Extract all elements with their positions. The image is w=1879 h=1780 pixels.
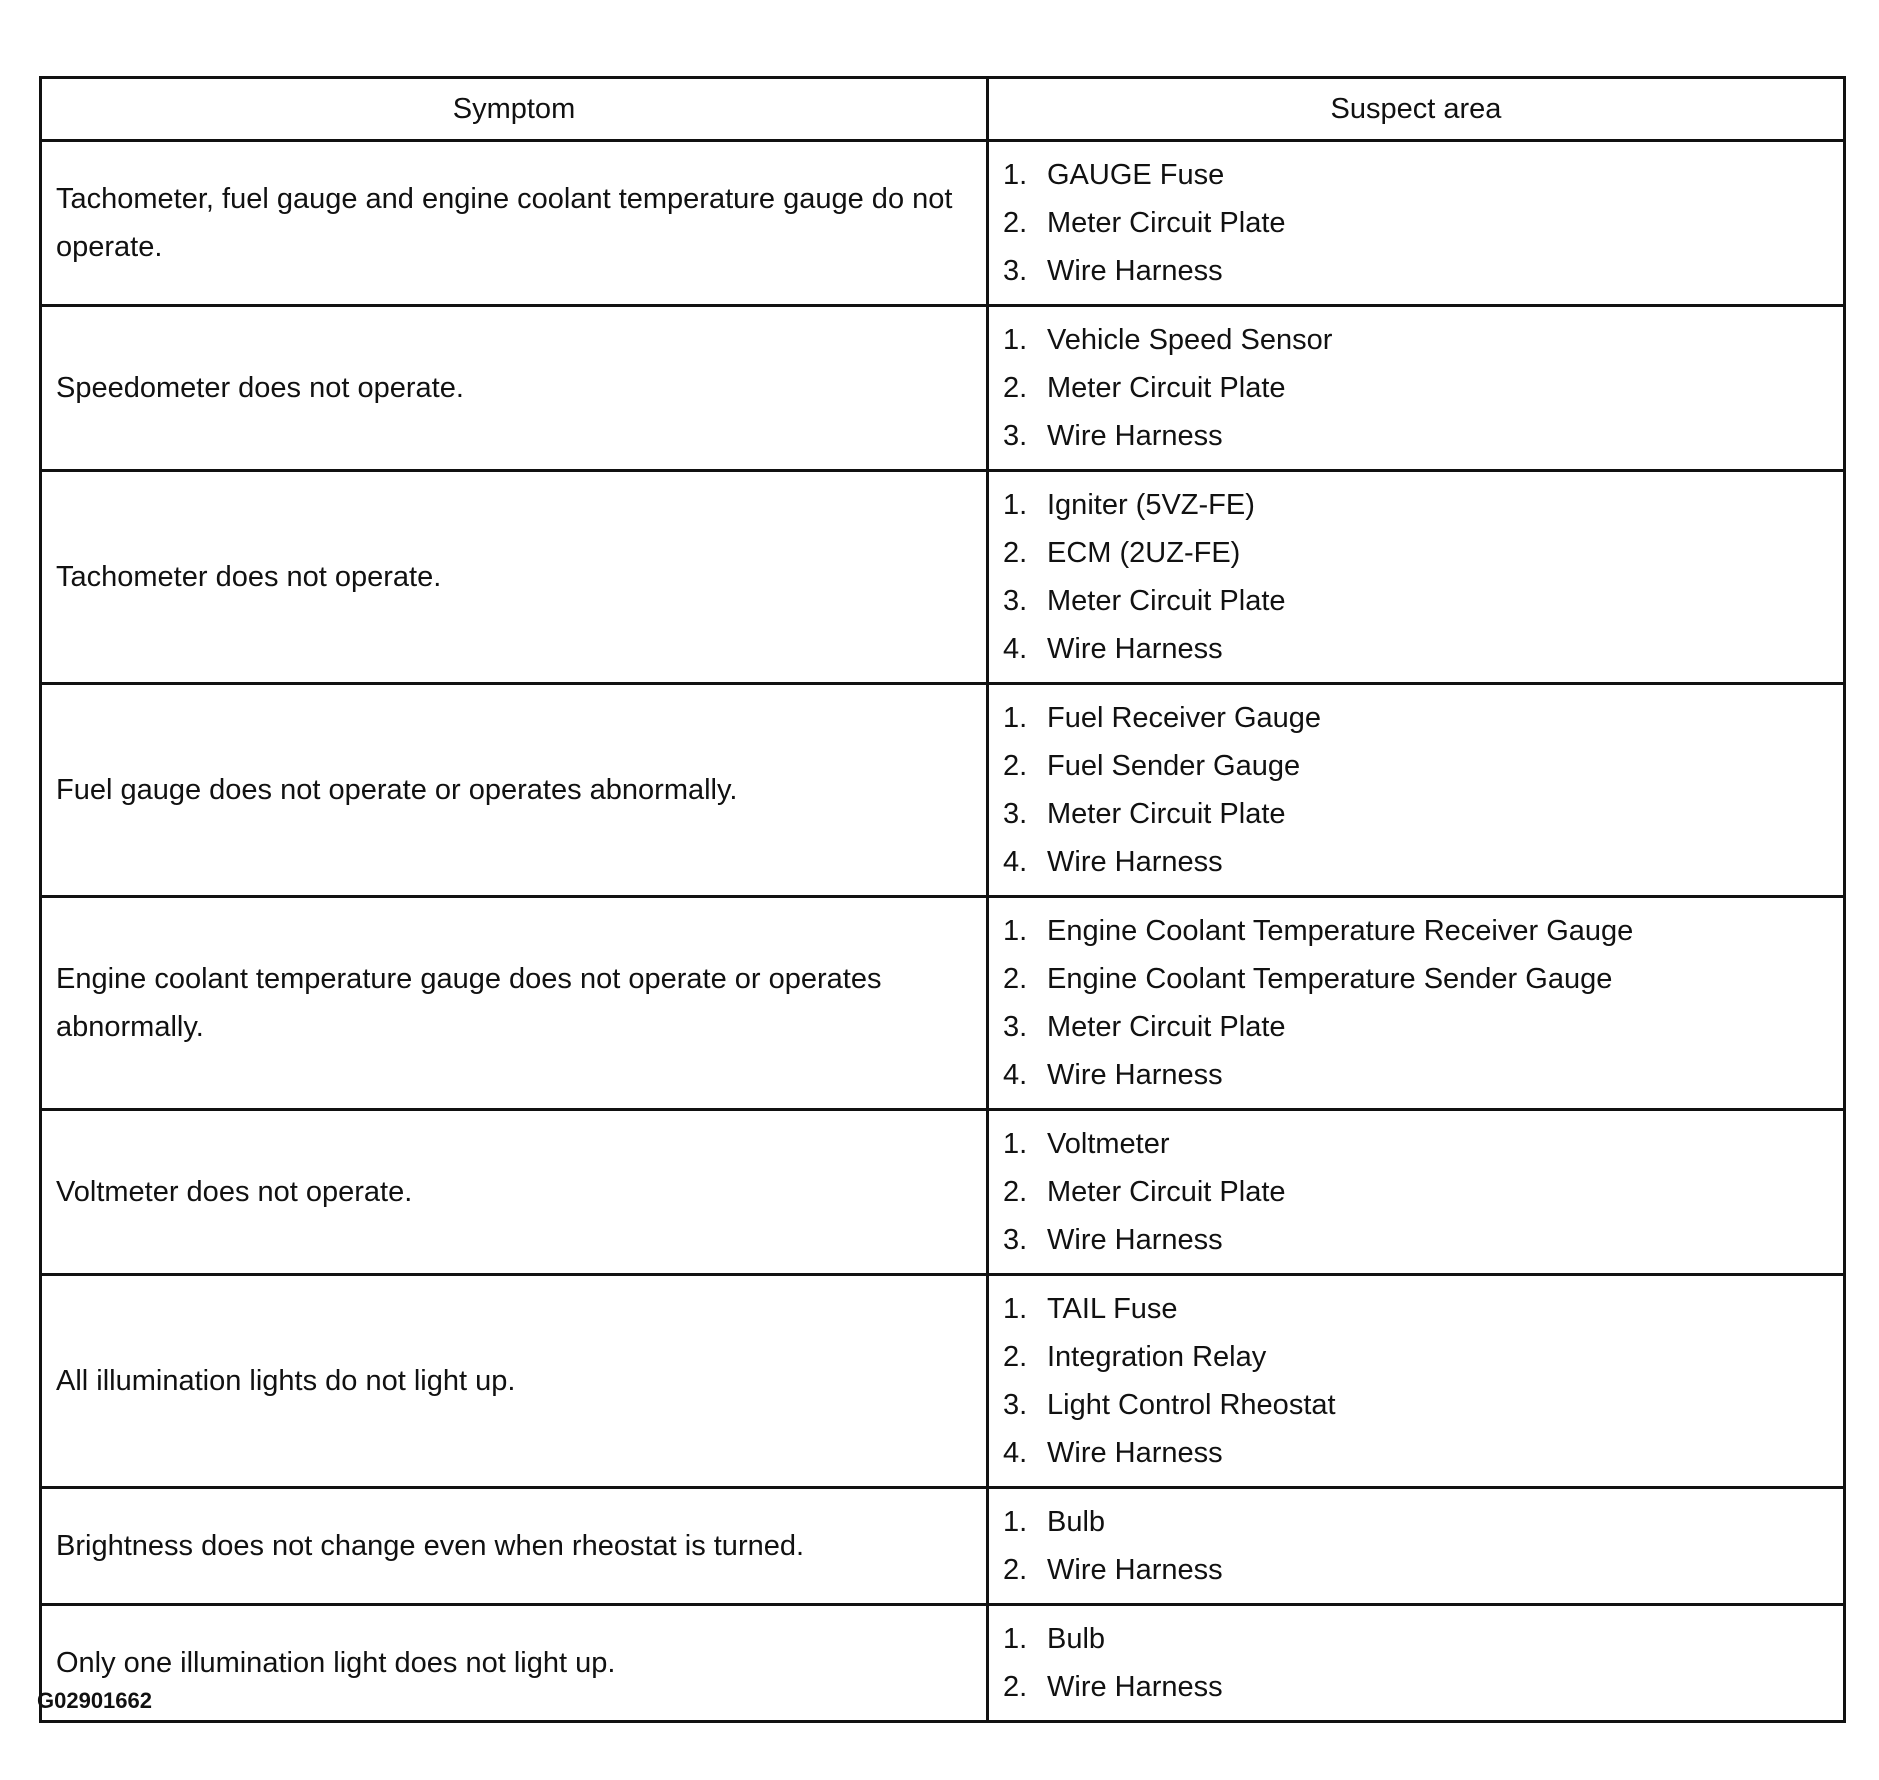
- suspect-list-item: [1003, 1285, 1829, 1333]
- suspect-item-number: 1.: [1003, 1128, 1028, 1160]
- suspect-list-item: [1003, 1051, 1829, 1099]
- suspect-list: [1003, 1498, 1829, 1594]
- suspect-item-label: Wire Harness: [1047, 1671, 1223, 1703]
- symptom-cell: Brightness does not change even when rheostat is turned.: [41, 1488, 988, 1605]
- suspect-item-label: Meter Circuit Plate: [1047, 1011, 1286, 1043]
- suspect-item-number: 3.: [1003, 1011, 1028, 1043]
- suspect-item-label: Meter Circuit Plate: [1047, 798, 1286, 830]
- suspect-item-number: 4.: [1003, 1437, 1028, 1469]
- suspect-item-label: Wire Harness: [1047, 1059, 1223, 1091]
- suspect-area-cell: [988, 897, 1845, 1110]
- suspect-item-number: 3.: [1003, 420, 1028, 452]
- table-row: [41, 1605, 1845, 1722]
- suspect-item-number: 1.: [1003, 915, 1028, 947]
- suspect-list-item: [1003, 955, 1829, 1003]
- suspect-item-number: 1.: [1003, 489, 1028, 521]
- suspect-item-label: Wire Harness: [1047, 420, 1223, 452]
- suspect-item-number: 3.: [1003, 1389, 1028, 1421]
- suspect-item-number: 2.: [1003, 537, 1028, 569]
- suspect-item-label: Wire Harness: [1047, 1437, 1223, 1469]
- suspect-item-number: 1.: [1003, 1506, 1028, 1538]
- suspect-item-number: 2.: [1003, 207, 1028, 239]
- suspect-item-number: 4.: [1003, 1059, 1028, 1091]
- table-row: [41, 1488, 1845, 1605]
- suspect-item-number: 1.: [1003, 324, 1028, 356]
- suspect-item-number: 2.: [1003, 372, 1028, 404]
- suspect-list-item: [1003, 1546, 1829, 1594]
- suspect-item-number: 3.: [1003, 585, 1028, 617]
- suspect-item-number: 3.: [1003, 798, 1028, 830]
- suspect-item-label: Bulb: [1047, 1623, 1106, 1655]
- suspect-list: [1003, 481, 1829, 673]
- suspect-list-item: [1003, 1429, 1829, 1477]
- suspect-list: [1003, 694, 1829, 886]
- suspect-list-item: [1003, 1663, 1829, 1711]
- suspect-item-label: Light Control Rheostat: [1047, 1389, 1336, 1421]
- suspect-list-item: [1003, 1615, 1829, 1663]
- symptom-cell: Engine coolant temperature gauge does not operate or operates abnormally.: [41, 897, 988, 1110]
- suspect-list-item: [1003, 1333, 1829, 1381]
- suspect-item-number: 1.: [1003, 1293, 1028, 1325]
- suspect-item-label: Voltmeter: [1047, 1128, 1170, 1160]
- suspect-area-cell: [988, 1488, 1845, 1605]
- suspect-area-cell: [988, 1110, 1845, 1275]
- symptom-cell: Tachometer, fuel gauge and engine coolant temperature gauge do not operate.: [41, 141, 988, 306]
- suspect-list-item: [1003, 838, 1829, 886]
- suspect-list: [1003, 316, 1829, 460]
- suspect-list-item: [1003, 247, 1829, 295]
- table-row: [41, 306, 1845, 471]
- suspect-list-item: [1003, 364, 1829, 412]
- suspect-item-number: 2.: [1003, 963, 1028, 995]
- suspect-list-item: [1003, 412, 1829, 460]
- suspect-list-item: [1003, 529, 1829, 577]
- suspect-item-number: 2.: [1003, 1554, 1028, 1586]
- suspect-item-label: Meter Circuit Plate: [1047, 585, 1286, 617]
- table-row: [41, 141, 1845, 306]
- suspect-area-cell: [988, 1605, 1845, 1722]
- table-header-row: [41, 78, 1845, 141]
- suspect-item-label: Wire Harness: [1047, 1554, 1223, 1586]
- suspect-area-cell: [988, 471, 1845, 684]
- table-row: [41, 471, 1845, 684]
- suspect-item-label: Wire Harness: [1047, 255, 1223, 287]
- suspect-item-label: Fuel Receiver Gauge: [1047, 702, 1322, 734]
- suspect-area-cell: [988, 684, 1845, 897]
- suspect-item-label: Meter Circuit Plate: [1047, 372, 1286, 404]
- suspect-list-item: [1003, 1498, 1829, 1546]
- suspect-list-item: [1003, 151, 1829, 199]
- suspect-area-cell: [988, 1275, 1845, 1488]
- suspect-list: [1003, 1285, 1829, 1477]
- suspect-item-number: 4.: [1003, 633, 1028, 665]
- suspect-item-number: 3.: [1003, 255, 1028, 287]
- suspect-area-column-header: Suspect area: [988, 78, 1845, 141]
- suspect-list-item: [1003, 577, 1829, 625]
- suspect-list-item: [1003, 625, 1829, 673]
- table-row: [41, 1110, 1845, 1275]
- suspect-item-number: 2.: [1003, 1176, 1028, 1208]
- suspect-list-item: [1003, 742, 1829, 790]
- symptom-cell: Speedometer does not operate.: [41, 306, 988, 471]
- suspect-list-item: [1003, 1003, 1829, 1051]
- suspect-item-number: 1.: [1003, 1623, 1028, 1655]
- figure-id: G02901662: [37, 1688, 152, 1713]
- suspect-item-label: GAUGE Fuse: [1047, 159, 1225, 191]
- suspect-item-label: Meter Circuit Plate: [1047, 1176, 1286, 1208]
- suspect-list: [1003, 1615, 1829, 1711]
- suspect-item-label: Integration Relay: [1047, 1341, 1267, 1373]
- suspect-item-number: 2.: [1003, 1671, 1028, 1703]
- suspect-list-item: [1003, 907, 1829, 955]
- suspect-item-number: 2.: [1003, 750, 1028, 782]
- symptom-column-header: Symptom: [41, 78, 988, 141]
- symptom-table: [39, 76, 1846, 1723]
- suspect-item-label: TAIL Fuse: [1047, 1293, 1178, 1325]
- table-row: [41, 1275, 1845, 1488]
- suspect-list: [1003, 1120, 1829, 1264]
- suspect-item-number: 1.: [1003, 159, 1028, 191]
- table-row: [41, 897, 1845, 1110]
- suspect-list-item: [1003, 481, 1829, 529]
- suspect-item-label: Wire Harness: [1047, 1224, 1223, 1256]
- symptom-cell: Only one illumination light does not light up.: [41, 1605, 988, 1722]
- suspect-list-item: [1003, 1120, 1829, 1168]
- suspect-item-label: Bulb: [1047, 1506, 1106, 1538]
- suspect-item-number: 2.: [1003, 1341, 1028, 1373]
- suspect-item-label: Engine Coolant Temperature Sender Gauge: [1047, 963, 1613, 995]
- symptom-cell: Fuel gauge does not operate or operates abnormally.: [41, 684, 988, 897]
- suspect-list: [1003, 151, 1829, 295]
- suspect-list: [1003, 907, 1829, 1099]
- suspect-area-cell: [988, 141, 1845, 306]
- suspect-item-label: Wire Harness: [1047, 846, 1223, 878]
- suspect-list-item: [1003, 1168, 1829, 1216]
- suspect-list-item: [1003, 694, 1829, 742]
- suspect-list-item: [1003, 1216, 1829, 1264]
- symptom-cell: Voltmeter does not operate.: [41, 1110, 988, 1275]
- suspect-list-item: [1003, 790, 1829, 838]
- suspect-list-item: [1003, 1381, 1829, 1429]
- table-row: [41, 684, 1845, 897]
- suspect-item-number: 3.: [1003, 1224, 1028, 1256]
- table-body: [41, 141, 1845, 1722]
- suspect-area-cell: [988, 306, 1845, 471]
- suspect-item-label: Wire Harness: [1047, 633, 1223, 665]
- suspect-item-label: Meter Circuit Plate: [1047, 207, 1286, 239]
- suspect-list-item: [1003, 316, 1829, 364]
- suspect-item-number: 4.: [1003, 846, 1028, 878]
- suspect-item-label: Fuel Sender Gauge: [1047, 750, 1301, 782]
- suspect-list-item: [1003, 199, 1829, 247]
- suspect-item-label: ECM (2UZ-FE): [1047, 537, 1241, 569]
- symptom-cell: All illumination lights do not light up.: [41, 1275, 988, 1488]
- suspect-item-label: Engine Coolant Temperature Receiver Gauge: [1047, 915, 1634, 947]
- suspect-item-label: Vehicle Speed Sensor: [1047, 324, 1333, 356]
- symptom-cell: Tachometer does not operate.: [41, 471, 988, 684]
- suspect-item-number: 1.: [1003, 702, 1028, 734]
- suspect-item-label: Igniter (5VZ-FE): [1047, 489, 1255, 521]
